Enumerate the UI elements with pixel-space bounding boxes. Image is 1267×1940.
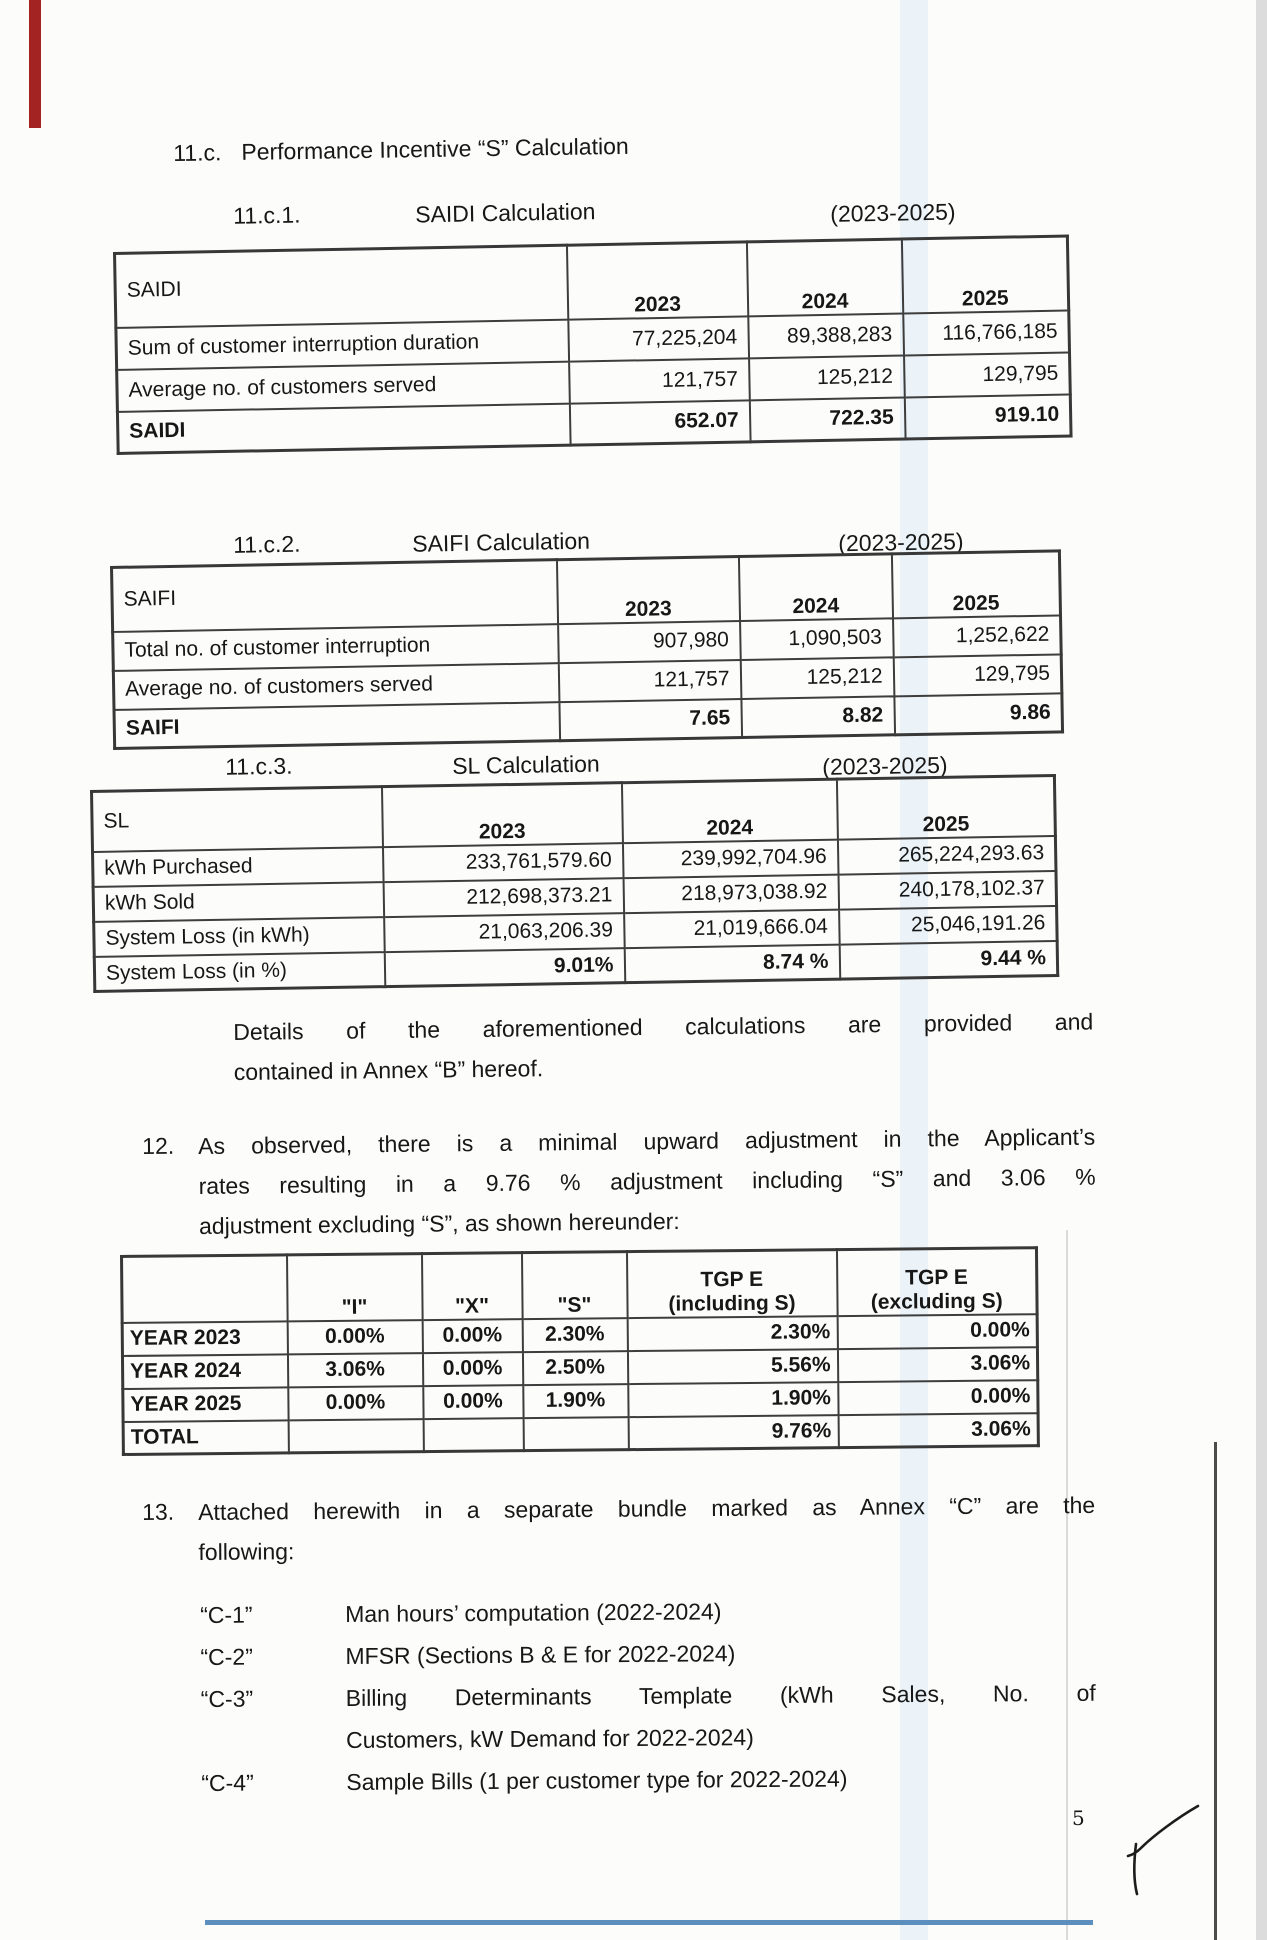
table-cell: 89,388,283 [748,313,904,358]
caption-range: (2023-2025) [830,198,956,227]
table-cell: 0.00% [287,1320,422,1354]
table-cell: 129,795 [893,654,1062,696]
paragraph-line: contained in Annex “B” hereof. [233,1055,544,1085]
red-edge-mark [29,0,41,128]
table-cell: Average no. of customers served [113,663,559,710]
annex-description: Sample Bills (1 per customer type for 2022-2024) [346,1765,848,1795]
table-cell: SAIFI [114,702,560,749]
list-item [201,1756,1096,1804]
caption-range: (2023-2025) [838,528,964,557]
table-cell: 8.74 % [624,944,840,983]
caption-title: SAIFI Calculation [411,527,591,557]
table-cell: 121,757 [569,358,750,403]
table-cell: 9.76% [628,1415,838,1450]
item-13-number: 13. [142,1498,175,1525]
annex-description-line: Customers, kW Demand for 2022-2024) [345,1724,754,1753]
table-cell: Average no. of customers served [117,361,570,411]
table-cell: Sum of customer interruption duration [116,319,569,369]
table-cell: 1.90% [523,1384,628,1418]
section-title: Performance Incentive “S” Calculation [241,132,629,165]
item-13-paragraph [198,1485,1096,1572]
list-item [201,1672,1097,1762]
table-cell: YEAR 2023 [122,1321,287,1356]
scan-edge-shadow [1256,0,1267,1940]
table-cell: "S" [521,1252,627,1319]
paragraph-line: adjustment excluding “S”, as shown hereunder: [198,1207,680,1239]
paragraph-line: Attached herewith in a separate bundle marked as Annex “C” are the [198,1491,1096,1525]
annex-tag: “C-2” [200,1643,253,1670]
sl-table [90,774,1059,993]
table-cell: 240,178,102.37 [838,870,1057,909]
table-cell: 2024 [746,239,902,316]
table-header-row [122,1248,1038,1323]
table-cell: 25,046,191.26 [839,905,1058,944]
table-cell: 125,212 [749,355,905,400]
saidi-table [113,234,1073,454]
annex-description-line: Billing Determinants Template (kWh Sales, No. of [345,1679,1096,1711]
table-cell: 2023 [381,783,622,847]
table-cell: 218,973,038.92 [623,874,839,913]
table-cell [288,1419,423,1453]
page-number: 5 [1072,1806,1085,1830]
table-cell: "I" [287,1254,423,1321]
table-cell: 0.00% [837,1314,1037,1349]
table-cell: 2023 [556,557,739,624]
annex-tag: “C-4” [201,1769,254,1796]
table-cell: 2.30% [522,1318,627,1352]
table-cell: 7.65 [559,699,742,741]
annex-c-list [200,1588,1096,1804]
table-cell: 1,090,503 [740,618,894,660]
annex-tag: “C-1” [200,1601,253,1628]
table-cell: SAIDI [117,403,570,453]
table-cell: kWh Purchased [93,847,384,887]
table-cell: 722.35 [749,397,905,442]
table-cell: 2024 [621,779,837,843]
annex-tag: “C-3” [200,1685,254,1712]
annex-description: Man hours’ computation (2022-2024) [345,1598,722,1627]
tgpe-excluding-header-line2: (excluding S) [870,1289,1003,1314]
table-cell: 21,019,666.04 [624,909,840,948]
paragraph-line: following: [198,1538,295,1565]
paragraph-line: rates resulting in a 9.76 % adjustment including “S” and 3.06 % [198,1163,1096,1199]
table-cell: 3.06% [287,1353,422,1387]
table-cell: 265,224,293.63 [837,836,1056,875]
table-cell: 2023 [566,242,747,319]
section-number: 11.c. [173,139,222,166]
table-cell [122,1255,288,1323]
table-cell: 129,795 [904,352,1071,397]
table-cell: 3.06% [838,1413,1038,1448]
table-cell: 1,252,622 [893,615,1062,657]
list-item [200,1588,1095,1636]
table-cell: 0.00% [422,1352,522,1386]
paragraph-line: As observed, there is a minimal upward adjustment in the Applicant’s [198,1123,1096,1159]
table-cell: 233,761,579.60 [382,843,623,882]
table-cell: System Loss (in %) [94,952,385,992]
table-cell: YEAR 2025 [123,1387,288,1422]
table-cell: 212,698,373.21 [383,878,624,917]
item-12-paragraph [198,1117,1096,1246]
table-cell: 919.10 [904,394,1071,439]
table-cell: 0.00% [422,1319,522,1353]
saifi-table [110,549,1064,750]
bottom-scan-line [205,1920,1093,1925]
table-cell: 5.56% [627,1349,837,1384]
rate-adjustment-table [120,1246,1040,1456]
table-cell: 121,757 [558,660,741,702]
table-cell: 0.00% [423,1385,523,1419]
list-item [200,1630,1095,1678]
annex-b-note [233,1001,1094,1092]
handwritten-checkmark-icon [1095,1800,1215,1910]
table-cell: 0.00% [288,1386,423,1420]
table-cell: 1.90% [628,1382,838,1417]
table-cell: TOTAL [123,1420,288,1455]
table-cell: 3.06% [837,1347,1037,1382]
caption-title: SAIDI Calculation [414,198,596,228]
table-cell: 2024 [738,554,892,621]
table-cell: SL [92,787,383,852]
table-cell: 77,225,204 [568,316,749,361]
table-cell: 125,212 [740,657,894,699]
paragraph-line: Details of the aforementioned calculations are provided and [233,1008,1094,1045]
annex-description: MFSR (Sections B & E for 2022-2024) [345,1640,736,1669]
tgpe-excluding-header-line1: TGP E [905,1265,968,1289]
item-12-number: 12. [142,1132,175,1159]
table-cell: 9.01% [384,948,625,987]
table-cell: 652.07 [569,400,750,445]
table-cell: 2025 [901,236,1068,313]
caption-title: SL Calculation [451,750,600,779]
table-cell: SAIDI [115,245,568,327]
table-cell: System Loss (in kWh) [94,917,385,957]
table-cell: 2025 [891,551,1060,618]
table-cell: kWh Sold [93,882,384,922]
table-cell [836,1248,1037,1316]
caption-number: 11.c.3. [224,752,293,780]
table-cell: 9.44 % [839,940,1058,979]
table-cell: 21,063,206.39 [384,913,625,952]
table-cell: 239,992,704.96 [622,839,838,878]
page-fold-line [1066,1230,1068,1940]
tgpe-including-header-line2: (including S) [668,1291,796,1316]
annex-description [346,1672,1097,1761]
table-cell [626,1250,837,1318]
table-cell: YEAR 2024 [122,1354,287,1389]
table-cell: 8.82 [741,696,895,738]
tgpe-including-header-line1: TGP E [700,1267,764,1291]
table-cell: 907,980 [558,621,741,663]
section-heading [173,133,629,167]
caption-range: (2023-2025) [822,751,948,780]
table-cell: 2025 [836,776,1055,840]
table-cell: Total no. of customer interruption [113,624,559,671]
table-cell: 2.50% [522,1351,627,1385]
table-cell: 0.00% [838,1380,1038,1415]
table-cell: "X" [422,1253,523,1320]
caption-number: 11.c.1. [232,201,301,229]
table-cell: SAIFI [112,560,558,632]
saidi-caption [113,187,1073,239]
caption-number: 11.c.2. [232,530,301,558]
table-cell: 9.86 [894,693,1063,735]
table-cell: 2.30% [627,1316,837,1351]
table-cell [523,1417,628,1451]
table-cell [423,1418,523,1452]
table-cell: 116,766,185 [903,310,1070,355]
